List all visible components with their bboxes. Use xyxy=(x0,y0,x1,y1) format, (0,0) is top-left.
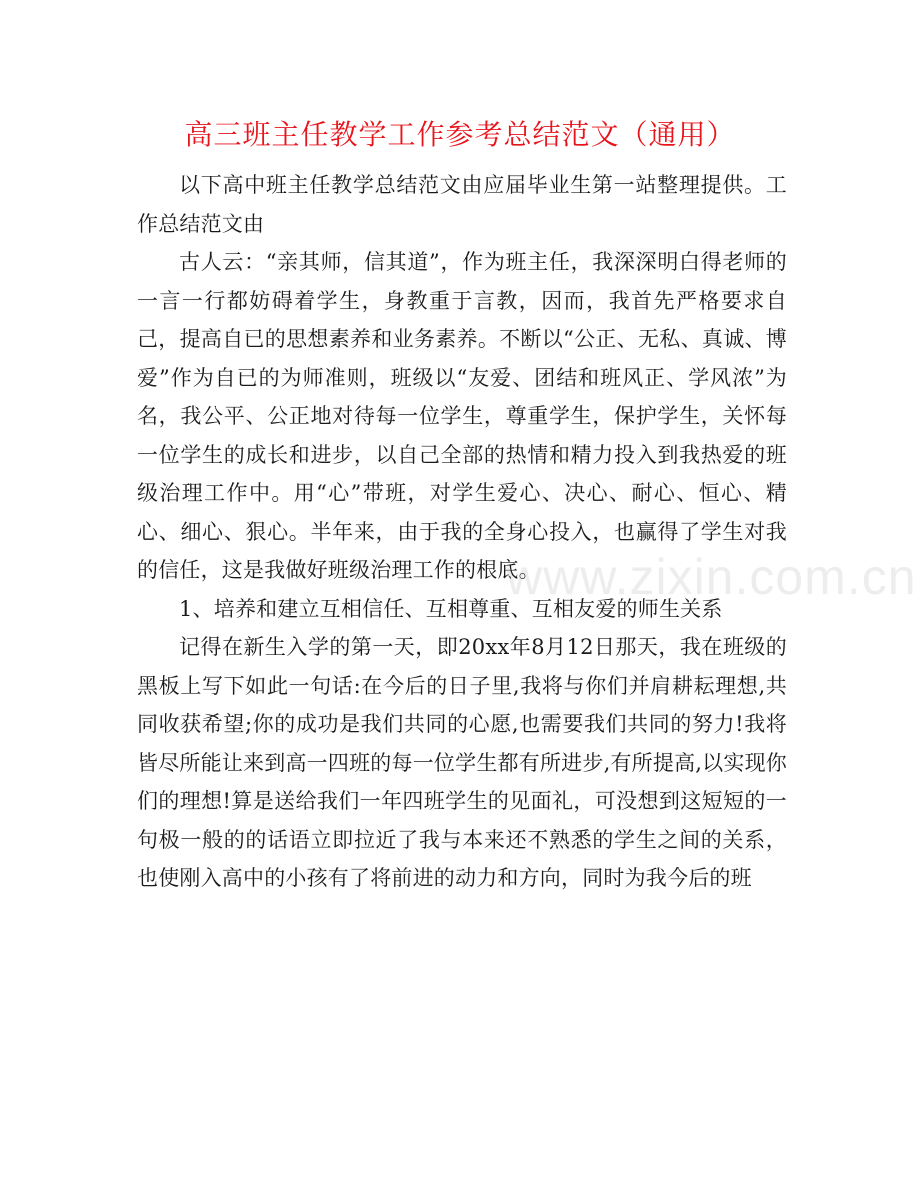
paragraph-main: 古人云：“亲其师，信其道”，作为班主任，我深深明白得老师的一言一行都妨碍着学生，身教重于言教，因而，我首先严格要求自己，提高自已的思想素养和业务素养。不断以“公正、无私、真诚、博爱”作为自已的为师准则，班级以“友爱、团结和班风正、学风浓”为名，我公平、公正地对待每一位学生，尊重学生，保护学生，关怀每一位学生的成长和进步，以自己全部的热情和精力投入到我热爱的班级治理工作中。用“心”带班，对学生爱心、决心、耐心、恒心、精心、细心、狠心。半年来，由于我的全身心投入，也赢得了学生对我的信任，这是我做好班级治理工作的根底。 xyxy=(137,250,787,582)
watermark: www.zixin.com.cn xyxy=(506,549,917,605)
document-body xyxy=(137,166,787,898)
paragraph-section-1: 记得在新生入学的第一天，即20xx年8月12日那天，我在班级的黑板上写下如此一句话:在今后的日子里,我将与你们并肩耕耘理想,共同收获希望;你的成功是我们共同的心愿,也需要我们共同的努力!我将皆尽所能让来到高一四班的每一位学生都有所进步,有所提高,以实现你们的理想!算是送给我们一年四班学生的见面礼，可没想到这短短的一句极一般的的话语立即拉近了我与本来还不熟悉的学生之间的关系，也使刚入高中的小孩有了将前进的动力和方向，同时为我今后的班 xyxy=(137,635,787,890)
paragraph-intro: 以下高中班主任教学总结范文由应届毕业生第一站整理提供。工作总结范文由 xyxy=(137,173,787,236)
document-title: 高三班主任教学工作参考总结范文（通用） xyxy=(184,118,736,151)
section-heading: 1、培养和建立互相信任、互相尊重、互相友爱的师生关系 xyxy=(179,596,723,621)
